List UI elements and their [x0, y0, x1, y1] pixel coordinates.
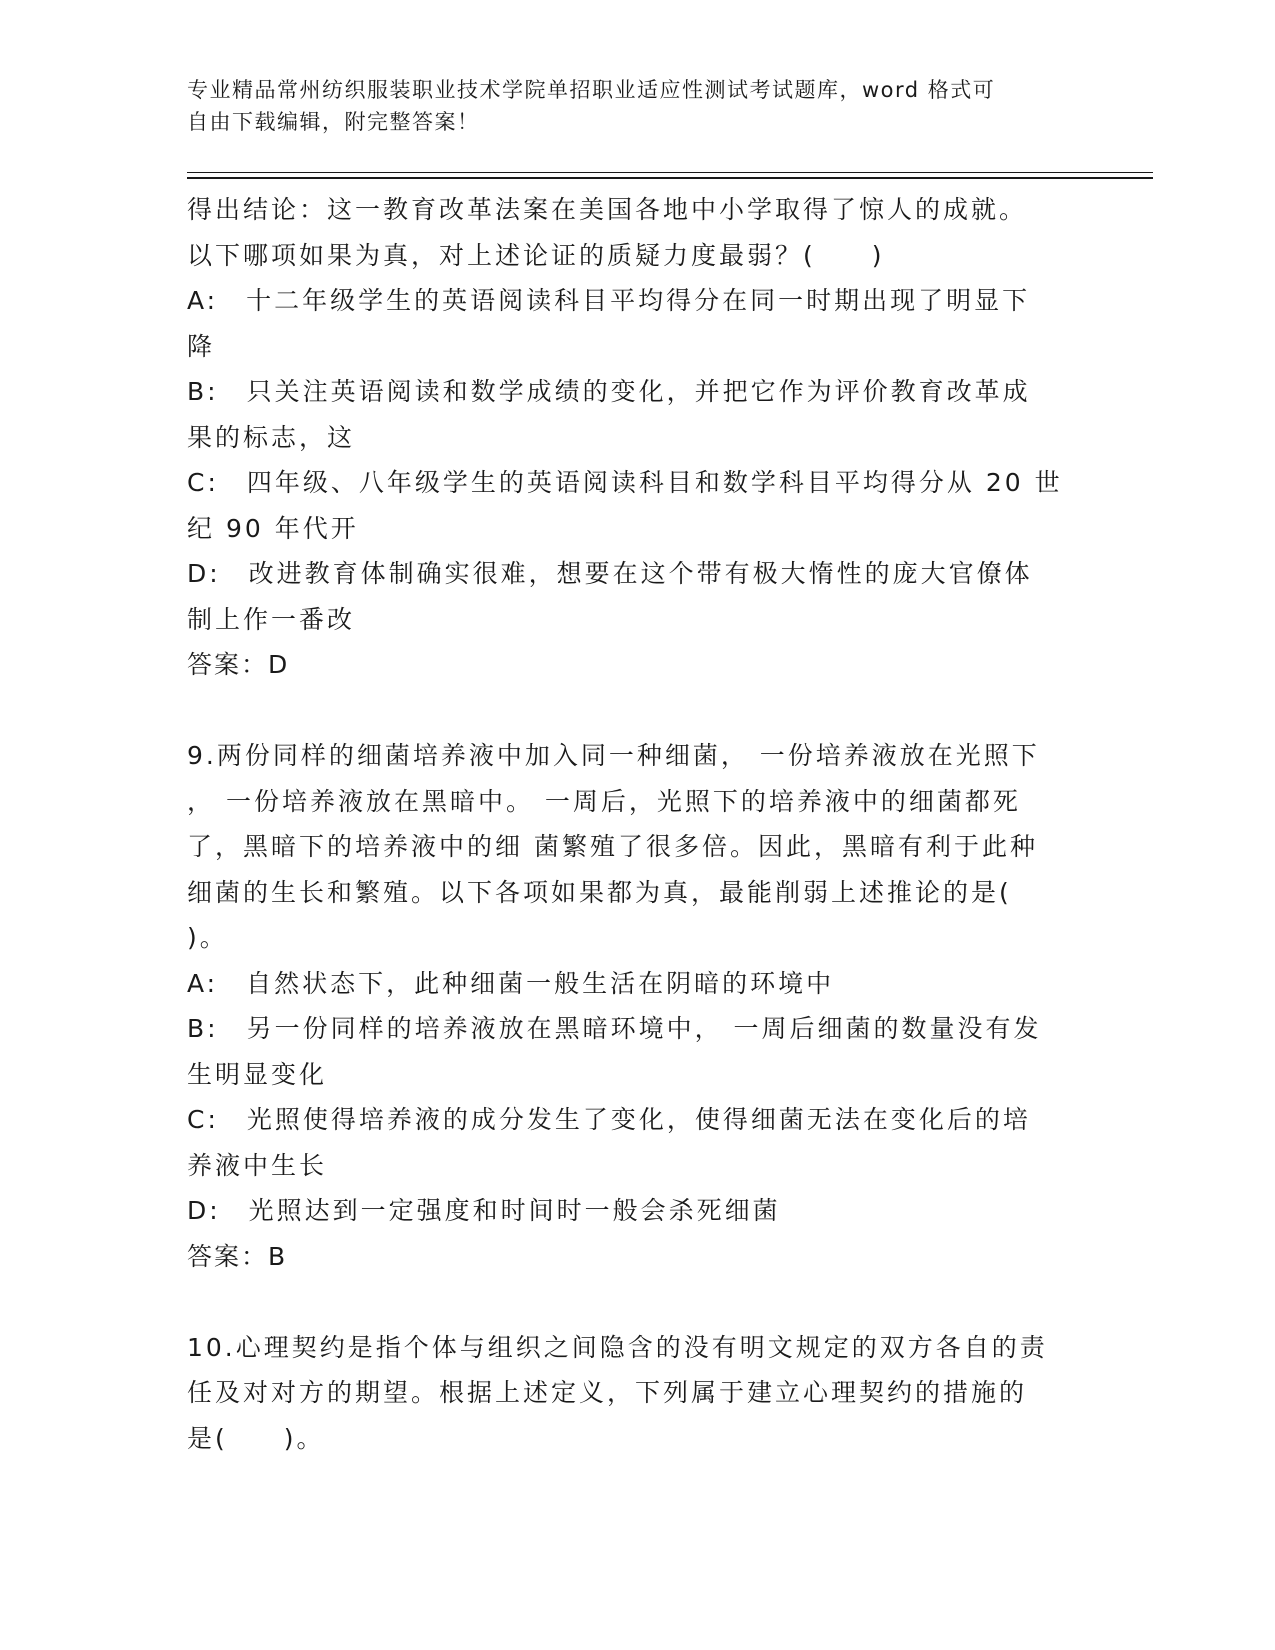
document-body — [187, 187, 1077, 1461]
question-9-stem-line: 细菌的生长和繁殖。以下各项如果都为真，最能削弱上述推论的是( — [187, 877, 1012, 907]
header-rule-thin — [187, 172, 1153, 173]
question-9-option-d: D: 光照达到一定强度和时间时一般会杀死细菌 — [187, 1196, 781, 1225]
question-10 — [187, 1325, 1077, 1462]
question-9-option-a: A: 自然状态下，此种细菌一般生活在阴暗的环境中 — [187, 968, 835, 998]
question-9-option-c: C: 光照使得培养液的成分发生了变化，使得细菌无法在变化后的培 — [187, 1105, 1031, 1134]
question-8-option-b: B: 只关注英语阅读和数学成绩的变化，并把它作为评价教育改革成 — [187, 377, 1031, 406]
question-10-stem-line: 是( )。 — [187, 1423, 325, 1453]
question-8-option-c-cont: 纪 90 年代开 — [187, 513, 359, 543]
question-8-option-a: A: 十二年级学生的英语阅读科目平均得分在同一时期出现了明显下 — [187, 286, 1031, 315]
question-8-option-b-cont: 果的标志，这 — [187, 422, 356, 452]
question-8-answer: 答案：D — [187, 650, 290, 679]
question-9-option-b: B: 另一份同样的培养液放在黑暗环境中， 一周后细菌的数量没有发 — [187, 1014, 1042, 1043]
document-header — [187, 74, 1087, 138]
question-9 — [187, 733, 1077, 1279]
question-9-stem-line: 了，黑暗下的培养液中的细 菌繁殖了很多倍。因此，黑暗有利于此种 — [187, 832, 1038, 861]
question-9-stem-line: ， 一份培养液放在黑暗中。 一周后，光照下的培养液中的细菌都死 — [187, 786, 1021, 816]
header-line-1: 专业精品常州纺织服装职业技术学院单招职业适应性测试考试题库，word 格式可 — [187, 78, 996, 102]
question-8-stem-line: 以下哪项如果为真，对上述论证的质疑力度最弱？( ) — [187, 240, 885, 270]
question-8 — [187, 187, 1077, 688]
question-spacer — [187, 688, 1077, 734]
question-9-stem-line: )。 — [187, 923, 228, 952]
question-10-stem-line: 任及对对方的期望。根据上述定义，下列属于建立心理契约的措施的 — [187, 1378, 1028, 1407]
header-line-2: 自由下载编辑，附完整答案！ — [187, 110, 480, 134]
question-8-stem-line: 得出结论：这一教育改革法案在美国各地中小学取得了惊人的成就。 — [187, 195, 1028, 224]
question-10-stem-line: 10.心理契约是指个体与组织之间隐含的没有明文规定的双方各自的责 — [187, 1332, 1048, 1362]
header-rule-thick — [187, 177, 1153, 179]
question-spacer — [187, 1279, 1077, 1325]
question-9-option-c-cont: 养液中生长 — [187, 1150, 328, 1180]
question-9-answer: 答案：B — [187, 1241, 288, 1271]
question-8-option-d-cont: 制上作一番改 — [187, 604, 356, 634]
question-9-option-b-cont: 生明显变化 — [187, 1059, 328, 1089]
question-8-option-d: D: 改进教育体制确实很难，想要在这个带有极大惰性的庞大官僚体 — [187, 559, 1033, 588]
question-8-option-a-cont: 降 — [187, 331, 216, 361]
question-9-stem-line: 9.两份同样的细菌培养液中加入同一种细菌， 一份培养液放在光照下 — [187, 741, 1040, 770]
question-8-option-c: C: 四年级、八年级学生的英语阅读科目和数学科目平均得分从 20 世 — [187, 468, 1063, 497]
